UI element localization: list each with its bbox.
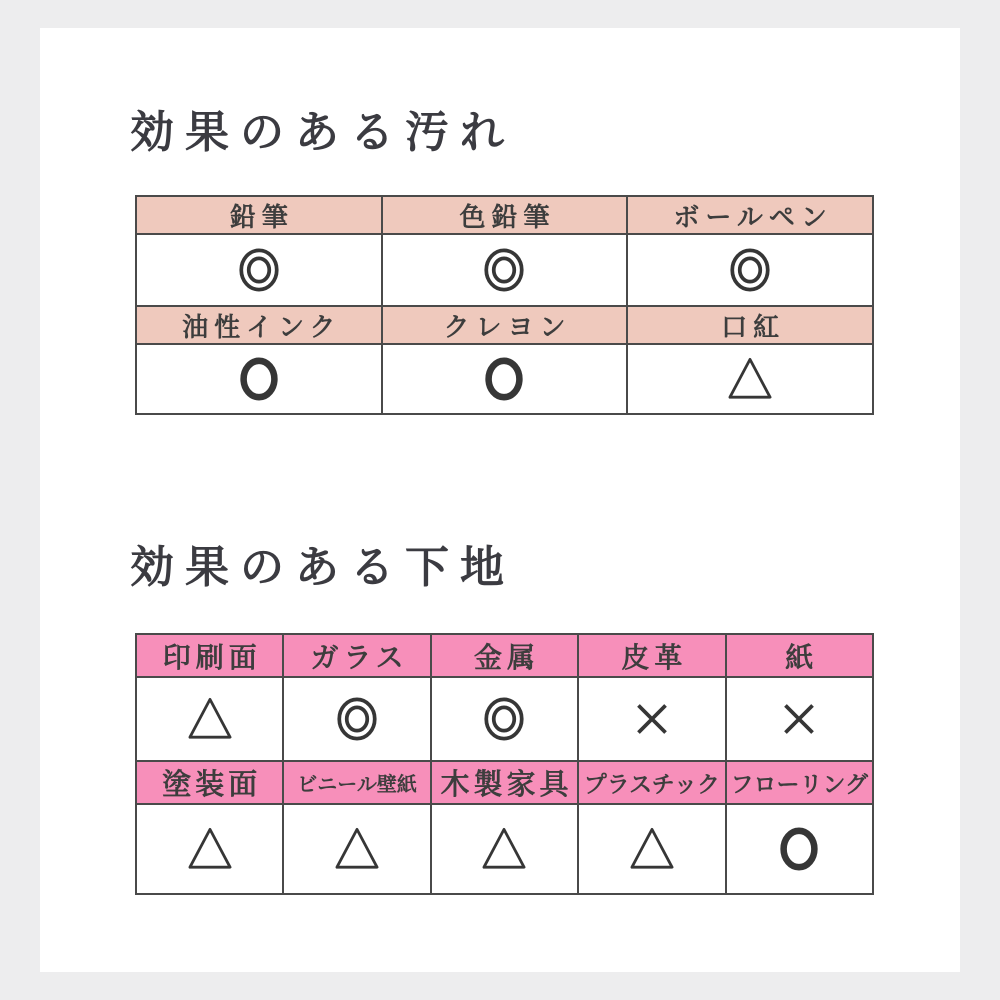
surface-header-metal: 金属 — [432, 635, 577, 676]
rating-cell — [579, 805, 724, 893]
rating-symbol-icon — [476, 351, 532, 407]
rating-symbol-icon — [771, 821, 827, 877]
stain-header-pencil: 鉛筆 — [137, 197, 381, 233]
surface-header-vinyl-wallpaper: ビニール壁紙 — [284, 762, 429, 803]
rating-cell — [284, 805, 429, 893]
rating-symbol-icon — [722, 351, 778, 407]
rating-cell — [579, 678, 724, 760]
rating-cell — [284, 678, 429, 760]
rating-cell — [432, 805, 577, 893]
surface-header-plastic: プラスチック — [579, 762, 724, 803]
rating-cell — [432, 678, 577, 760]
surface-header-leather: 皮革 — [579, 635, 724, 676]
surface-header-painted: 塗装面 — [137, 762, 282, 803]
stain-header-colored-pencil: 色鉛筆 — [383, 197, 627, 233]
rating-symbol-icon — [329, 691, 385, 747]
rating-cell — [628, 235, 872, 305]
rating-symbol-icon — [722, 242, 778, 298]
rating-cell — [727, 805, 872, 893]
stain-header-crayon: クレヨン — [383, 307, 627, 343]
rating-symbol-icon — [476, 691, 532, 747]
rating-symbol-icon — [182, 691, 238, 747]
surface-header-flooring: フローリング — [727, 762, 872, 803]
rating-symbol-icon — [231, 242, 287, 298]
rating-cell — [137, 235, 381, 305]
content-card — [40, 28, 960, 972]
stain-header-oil-ink: 油性インク — [137, 307, 381, 343]
rating-cell — [137, 805, 282, 893]
rating-symbol-icon — [624, 691, 680, 747]
section-title-surfaces: 効果のある下地 — [130, 543, 515, 592]
rating-symbol-icon — [476, 242, 532, 298]
rating-symbol-icon — [771, 691, 827, 747]
surface-header-wood-furniture: 木製家具 — [432, 762, 577, 803]
rating-symbol-icon — [476, 821, 532, 877]
surface-header-glass: ガラス — [284, 635, 429, 676]
surface-header-printed: 印刷面 — [137, 635, 282, 676]
surface-header-paper: 紙 — [727, 635, 872, 676]
rating-symbol-icon — [329, 821, 385, 877]
rating-symbol-icon — [182, 821, 238, 877]
stains-table — [135, 195, 874, 415]
rating-cell — [137, 345, 381, 413]
rating-symbol-icon — [624, 821, 680, 877]
rating-symbol-icon — [231, 351, 287, 407]
rating-cell — [383, 345, 627, 413]
rating-cell — [383, 235, 627, 305]
rating-cell — [137, 678, 282, 760]
surfaces-table — [135, 633, 874, 895]
stain-header-lipstick: 口紅 — [628, 307, 872, 343]
rating-cell — [727, 678, 872, 760]
section-title-stains: 効果のある汚れ — [130, 108, 515, 157]
stain-header-ballpoint-pen: ボールペン — [628, 197, 872, 233]
rating-cell — [628, 345, 872, 413]
